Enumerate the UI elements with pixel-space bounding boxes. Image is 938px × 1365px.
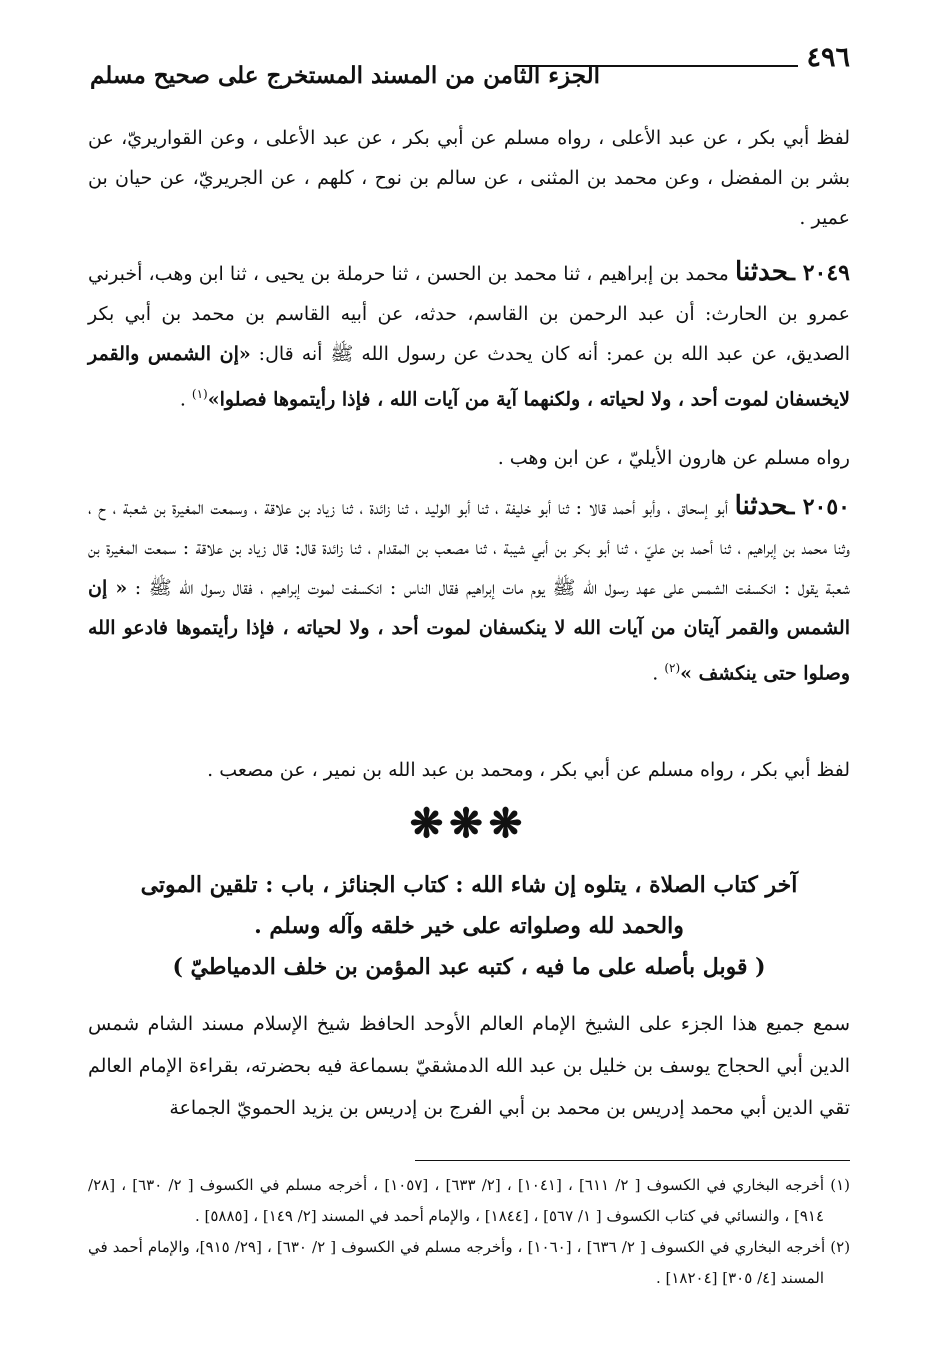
hadith-end: .	[179, 388, 192, 411]
hadith-number: ٢٠٤٩ ـ	[788, 260, 850, 286]
page-number: ٤٩٦	[806, 42, 850, 73]
paragraph-riwaya-2: رواه مسلم عن هارون الأيليّ ، عن ابن وهب .	[497, 447, 850, 469]
running-title: الجزء الثامن من المسند المستخرج على صحيح مسلم	[90, 62, 600, 89]
hadith-isnad: محمد بن إبراهيم ، ثنا محمد بن الحسن ، ثنا حرملة بن يحيى ، ثنا ابن وهب، أخبرني عمرو بن الحارث: أن عبد الرحمن بن القاسم، حدثه، عن أبيه القاسم بن محمد بن أبي بكر الصديق، عن عبد الله بن عمر: أنه كان يحدث عن رسول الله ﷺ أنه قال:	[88, 263, 850, 365]
footnote-2: (٢) أخرجه البخاري في الكسوف [ ٢/ ٦٣٦] ، [١٠٦٠] ، وأخرجه مسلم في الكسوف [ ٢/ ٦٣٠] ، [٢٩/ ٩١٥]، والإمام أحمد في المسند [٤/ ٣٠٥] [١٨٢٠٤] .	[88, 1238, 851, 1287]
colophon	[88, 865, 850, 988]
hadith-isnad: أبو إسحاق ، وأبو أحمد قالا : ثنا أبو خليفة ، ثنا أبو الوليد ، ثنا زائدة ، ثنا زياد بن علاقة ، وسمعت المغيرة بن شعبة ، ح ، وثنا محمد بن إبراهيم ، ثنا أحمد بن عليّ ، ثنا أبو بكر بن أبي شيبة ، ثنا مصعب بن المقدام ، ثنا زائدة قال: قال زياد بن علاقة : سمعت المغيرة بن شعبة يقول : انكسفت الشمس على عهد رسول الله ﷺ يوم مات إبراهيم فقال الناس : انكسفت لموت إبراهيم ، فقال رسول الله ﷺ :	[88, 497, 850, 599]
colophon-line: آخر كتاب الصلاة ، يتلوه إن شاء الله : كتاب الجنائز ، باب : تلقين الموتى	[140, 872, 798, 898]
colophon-line: والحمد لله وصلواته على خير خلقه وآله وسلم .	[254, 913, 684, 939]
footnote-ref: (٢)	[664, 661, 681, 675]
haddathana-word: حدثنا	[735, 257, 789, 287]
section-separator: ❋❋❋	[409, 800, 529, 847]
hadith-2049	[88, 252, 850, 419]
colophon-line: ( قوبل بأصله على ما فيه ، كتبه عبد المؤمن بن خلف الدمياطيّ )	[172, 954, 766, 980]
footnotes	[88, 1170, 850, 1294]
footnote-ref: (١)	[191, 387, 208, 401]
paragraph-riwaya-3: لفظ أبي بكر ، رواه مسلم عن أبي بكر ، ومحمد بن عبد الله بن نمير ، عن مصعب .	[207, 759, 850, 781]
hadith-matn: «إن الشمس والقمر لايخسفان لموت أحد ، ولا لحياته ، ولكنهما آية من آيات الله ، فإذا رأيتموها فصلوا»	[88, 343, 850, 411]
hadith-matn: « إن الشمس والقمر آيتان من آيات الله لا ينكسفان لموت أحد ، ولا لحياته ، فإذا رأيتموها فادعو الله وصلوا حتى ينكشف »	[88, 577, 850, 685]
footnote-rule	[415, 1160, 850, 1161]
haddathana-word: حدثنا	[734, 491, 789, 521]
footnote-1: (١) أخرجه البخاري في الكسوف [ ٢/ ٦١١] ، [١٠٤١] ، [٢/ ٦٣٣] ، [١٠٥٧] ، أخرجه مسلم في الكسوف [ ٢/ ٦٣٠] ، [٢٨/ ٩١٤] ، والنسائي في كتاب الكسوف [ ١/ ٥٦٧] ، [١٨٤٤] ، والإمام أحمد في المسند [٢/ ١٤٩] ، [٥٨٨٥] .	[88, 1176, 851, 1225]
hadith-number: ٢٠٥٠ ـ	[788, 494, 850, 520]
paragraph-riwaya-1: لفظ أبي بكر ، عن عبد الأعلى ، رواه مسلم عن أبي بكر ، عن عبد الأعلى ، وعن القواريريّ، عن بشر بن المفضل ، وعن محمد بن المثنى ، عن سالم بن نوح ، كلهم ، عن الجريريّ، عن حيان بن عمير .	[88, 127, 850, 229]
page-header	[90, 42, 850, 94]
hadith-end: .	[652, 662, 665, 685]
hadith-2050	[88, 486, 850, 693]
sama-note: سمع جميع هذا الجزء على الشيخ الإمام العالم الأوحد الحافظ شيخ الإسلام مسند الشام شمس الدين أبي الحجاج يوسف بن خليل بن عبد الله الدمشقيّ بسماعة فيه بحضرته، بقراءة الإمام العالم تقي الدين أبي محمد إدريس بن محمد بن أبي الفرج بن إدريس بن يزيد الحمويّ الجماعة	[88, 1013, 850, 1119]
